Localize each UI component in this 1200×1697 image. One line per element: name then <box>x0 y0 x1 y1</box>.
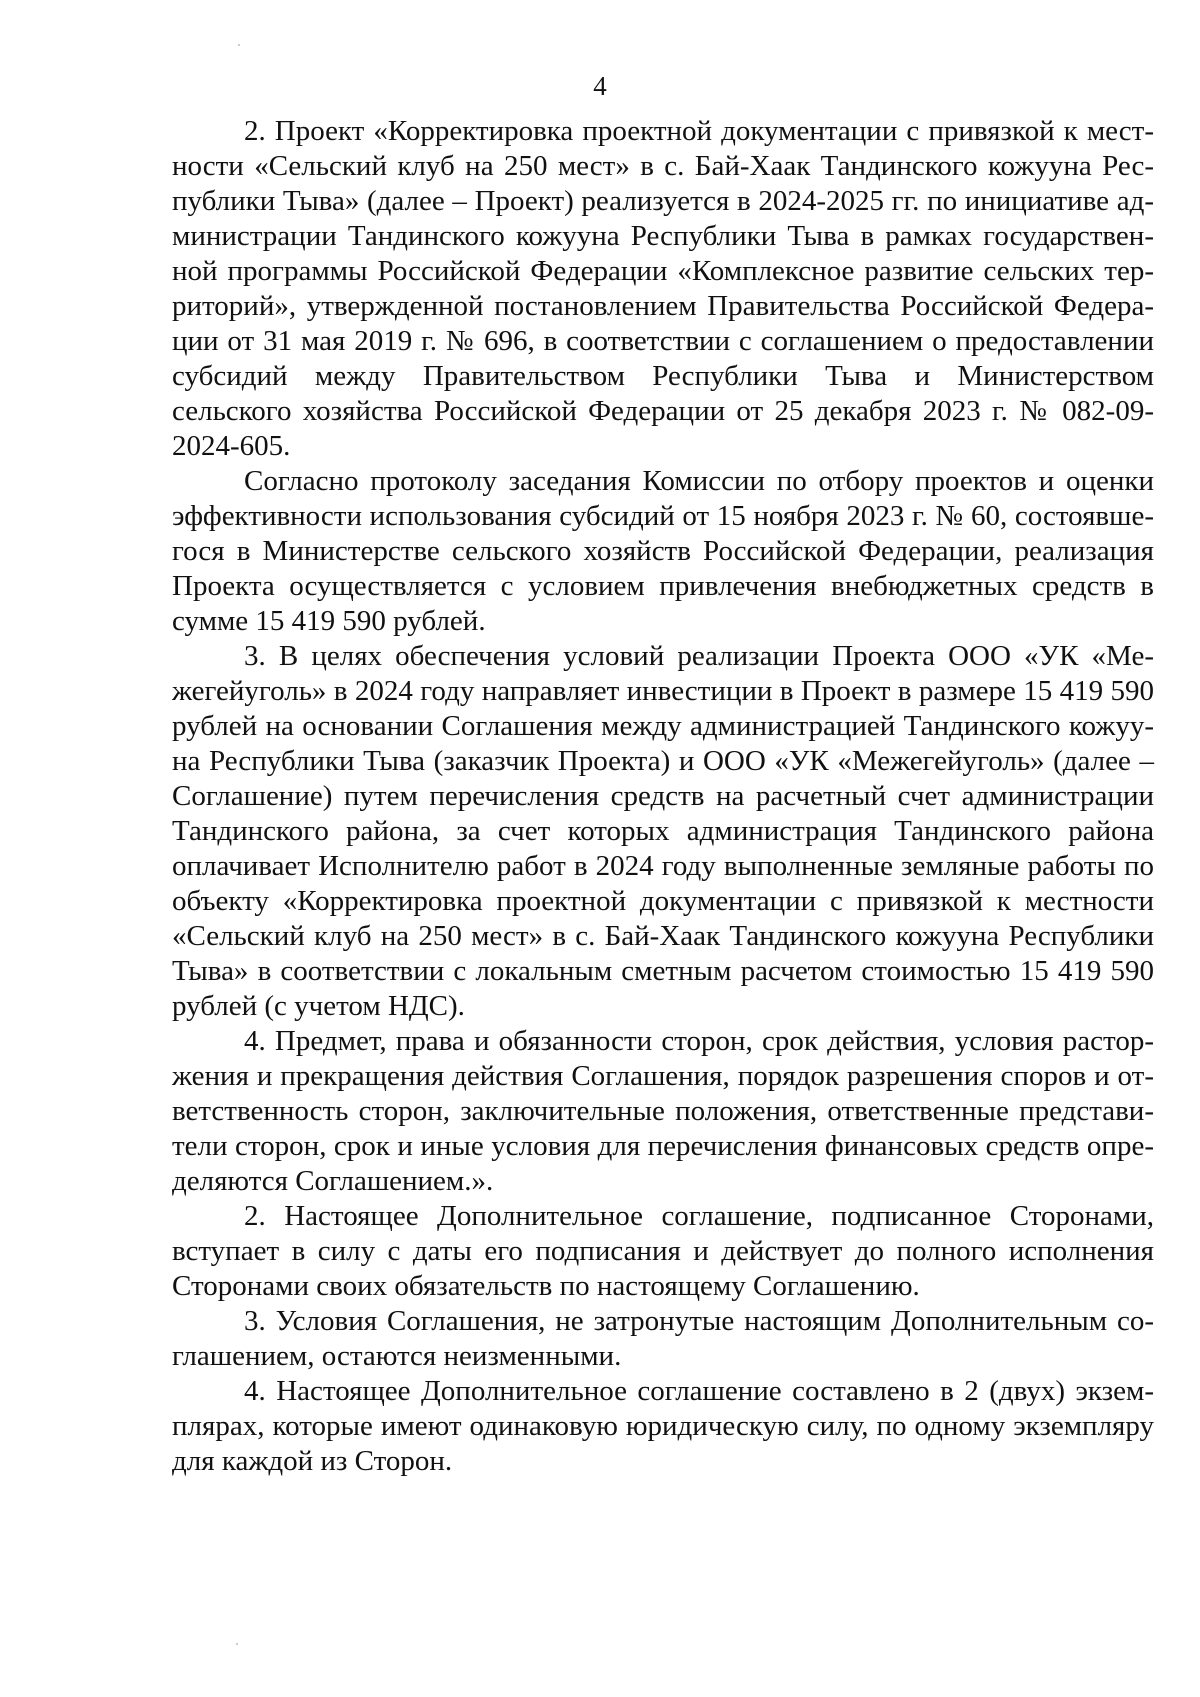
scan-speck <box>238 44 240 46</box>
scan-speck <box>236 1643 238 1645</box>
paragraph-entry-into-force: 2. Настоящее Дополнительное соглашение, подписанное Сторонами, вступает в силу с даты его подписания и действует до полного исполнения Сторонами своих обязательств по настоящему Соглашению. <box>172 1200 1154 1302</box>
paragraph-investment-terms: 3. В целях обеспечения условий реализации Проекта ООО «УК «Межегейуголь» в 2024 году направляет инвестиции в Проект в размере 15 419 590 рублей на основании Соглашения между администрацией Тандинского кожууна Республики Тыва (заказчик Проекта) и ООО «УК «Межегейуголь» (далее – Соглашение) путем перечисления средств на расчетный счет администрации Тандинского района, за счет которых администрация Тандинского района оплачивает Исполнителю работ в 2024 году выполненные земляные работы по объекту «Корректировка проектной документации с привязкой к местности «Сельский клуб на 250 мест» в с. Бай-Хаак Тандинского кожууна Республики Тыва» в соответствии с локальным сметным расчетом стоимостью 15 419 590 рублей (с учетом НДС). <box>172 640 1154 1022</box>
document-body <box>172 114 1154 1479</box>
page-number: 4 <box>593 71 607 101</box>
paragraph-commission-protocol: Согласно протоколу заседания Комиссии по отбору проектов и оценки эффективности использования субсидий от 15 ноября 2023 г. № 60, состоявшегося в Министерстве сельского хозяйств Российской Федерации, реализация Проекта осуществляется с условием привлечения внебюджетных средств в сумме 15 419 590 рублей. <box>172 465 1154 637</box>
paragraph-copies: 4. Настоящее Дополнительное соглашение составлено в 2 (двух) экземплярах, которые имеют одинаковую юридическую силу, по одному экземпляру для каждой из Сторон. <box>172 1375 1154 1477</box>
paragraph-agreement-subject: 4. Предмет, права и обязанности сторон, срок действия, условия расторжения и прекращения действия Соглашения, порядок разрешения споров и ответственность сторон, заключительные положения, ответственные представители сторон, срок и иные условия для перечисления финансовых средств определяются Соглашением.». <box>172 1025 1154 1197</box>
paragraph-project-description: 2. Проект «Корректировка проектной документации с привязкой к местности «Сельский клуб на 250 мест» в с. Бай-Хаак Тандинского кожууна Республики Тыва» (далее – Проект) реализуется в 2024-2025 гг. по инициативе администрации Тандинского кожууна Республики Тыва в рамках государственной программы Российской Федерации «Комплексное развитие сельских территорий», утвержденной постановлением Правительства Российской Федерации от 31 мая 2019 г. № 696, в соответствии с соглашением о предоставлении субсидий между Правительством Республики Тыва и Министерством сельского хозяйства Российской Федерации от 25 декабря 2023 г. № 082-09-2024-605. <box>172 115 1154 462</box>
paragraph-unchanged-terms: 3. Условия Соглашения, не затронутые настоящим Дополнительным соглашением, остаются неизменными. <box>172 1305 1154 1372</box>
